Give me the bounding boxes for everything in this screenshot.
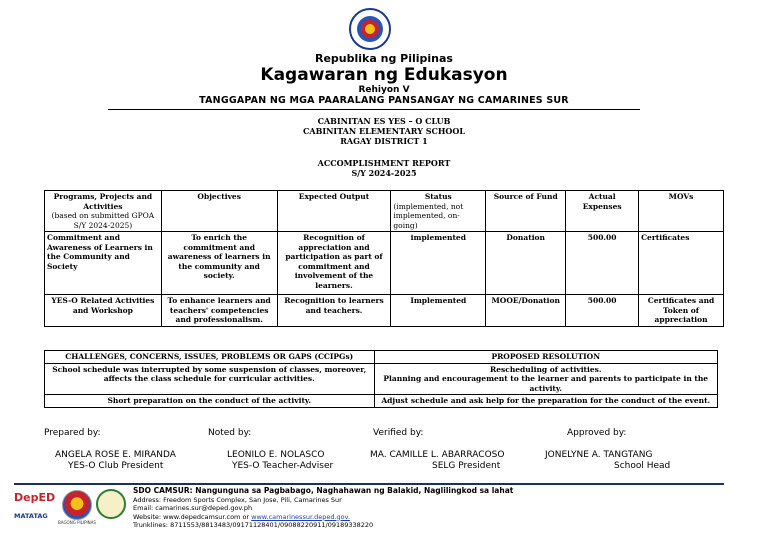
office-heading: TANGGAPAN NG MGA PAARALANG PANSANGAY NG CAMARINES SUR [199, 95, 569, 106]
accomplishment-table [44, 190, 724, 327]
cell-resolution: Adjust schedule and ask help for the preparation for the conduct of the event. [374, 395, 718, 408]
cell-ppa: Commitment and Awareness of Learners in the Community and Society [45, 232, 162, 295]
footer-address: Address: Freedom Sports Complex, San Jose, Pili, Camarines Sur [133, 495, 342, 504]
header-movs: MOVs [639, 191, 724, 232]
cell-actual-expenses: 500.00 [566, 232, 639, 295]
header-divider [108, 109, 640, 110]
cell-status: Implemented [391, 295, 486, 327]
footer-tagline: SDO CAMSUR: Nangunguna sa Pagbabago, Naghahawan ng Balakid, Naglilingkod sa lahat [133, 486, 514, 495]
cell-objectives: To enrich the commitment and awareness of learners in the community and society. [161, 232, 277, 295]
header-source-of-fund: Source of Fund [486, 191, 566, 232]
footer-email: Email: camarines.sur@deped.gov.ph [133, 504, 253, 512]
table-row [45, 295, 724, 327]
school-name: CABINITAN ELEMENTARY SCHOOL [303, 126, 465, 136]
report-title: ACCOMPLISHMENT REPORT [317, 158, 451, 168]
matatag-logo: MATATAG [14, 512, 48, 520]
prepared-title: YES-O Club President [68, 461, 164, 471]
verified-name: MA. CAMILLE L. ABARRACOSO [370, 450, 505, 460]
cell-status: implemented [391, 232, 486, 295]
header-actual-expenses: Actual Expenses [566, 191, 639, 232]
header-resolution: PROPOSED RESOLUTION [374, 351, 718, 364]
table-row [45, 232, 724, 295]
header-expected-output: Expected Output [277, 191, 391, 232]
deped-seal-logo [349, 8, 391, 50]
website-link[interactable]: www.camarinessur.deped.gov. [251, 512, 351, 521]
republic-heading: Republika ng Pilipinas [315, 52, 453, 65]
sdo-camsur-logo [96, 489, 126, 519]
noted-title: YES-O Teacher-Adviser [232, 461, 334, 471]
cell-challenge: School schedule was interrupted by some suspension of classes, moreover, affects the class schedule for curricular activities. [45, 363, 375, 395]
cell-challenge: Short preparation on the conduct of the activity. [45, 395, 375, 408]
footer-trunklines: Trunklines: 8711553/8813483/09171128401/09088220911/09189338220 [133, 521, 374, 529]
deped-logo: DepED MATATAG [14, 491, 56, 520]
footer-info [133, 487, 513, 530]
cell-objectives: To enhance learners and teachers' competencies and professionalism. [161, 295, 277, 327]
header-challenges: CHALLENGES, CONCERNS, ISSUES, PROBLEMS OR GAPS (CCIPGs) [45, 351, 375, 364]
cell-expected-output: Recognition to learners and teachers. [277, 295, 391, 327]
cell-ppa: YES-O Related Activities and Workshop [45, 295, 162, 327]
footer-divider [14, 483, 724, 485]
approved-name: JONELYNE A. TANGTANG [545, 450, 653, 460]
school-year: S/Y 2024-2025 [351, 168, 417, 178]
cell-resolution: Rescheduling of activities. Planning and encouragement to the learner and parents to participate in the activity. [374, 363, 718, 395]
table-row [45, 395, 718, 408]
verified-label: Verified by: [373, 428, 424, 438]
table-row [45, 363, 718, 395]
header-status: Status (implemented, not implemented, on-going) [391, 191, 486, 232]
bagong-pilipinas-text: BAGONG PILIPINAS [58, 520, 96, 525]
cell-movs: Certificates and Token of appreciation [639, 295, 724, 327]
noted-label: Noted by: [208, 428, 252, 438]
district-name: RAGAY DISTRICT 1 [340, 136, 428, 146]
noted-name: LEONILO E. NOLASCO [227, 450, 325, 460]
prepared-label: Prepared by: [44, 428, 101, 438]
approved-label: Approved by: [567, 428, 627, 438]
report-title-block [0, 158, 768, 178]
header-ppa: Programs, Projects and Activities (based on submitted GPOA S/Y 2024-2025) [45, 191, 162, 232]
bagong-pilipinas-logo [62, 490, 92, 520]
approved-title: School Head [614, 461, 671, 471]
department-heading: Kagawaran ng Edukasyon [260, 65, 508, 85]
cell-movs: Certificates [639, 232, 724, 295]
challenges-header-row [45, 351, 718, 364]
footer-website: Website: www.depedcamsur.com or www.camarinessur.deped.gov. [133, 512, 351, 521]
prepared-name: ANGELA ROSE E. MIRANDA [55, 450, 176, 460]
cell-source-of-fund: Donation [486, 232, 566, 295]
table-header-row [45, 191, 724, 232]
cell-actual-expenses: 500.00 [566, 295, 639, 327]
club-name: CABINITAN ES YES – O CLUB [317, 116, 451, 126]
cell-expected-output: Recognition of appreciation and participation as part of commitment and involvement of the learners. [277, 232, 391, 295]
header-objectives: Objectives [161, 191, 277, 232]
region-heading: Rehiyon V [358, 85, 410, 95]
challenges-table [44, 350, 718, 408]
verified-title: SELG President [432, 461, 501, 471]
school-block [0, 116, 768, 146]
cell-source-of-fund: MOOE/Donation [486, 295, 566, 327]
